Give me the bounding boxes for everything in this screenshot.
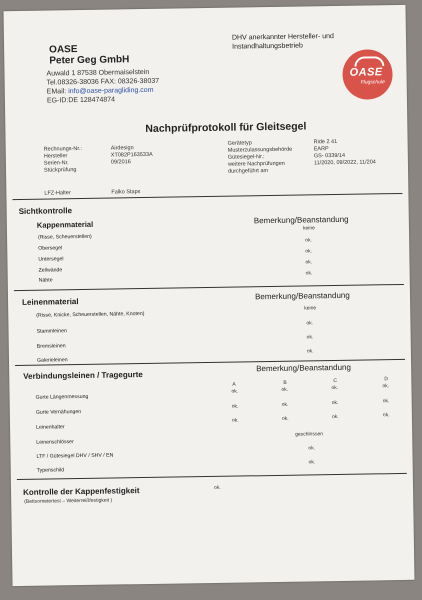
check-label: Untersegel bbox=[38, 256, 64, 263]
check-label: (Risse, Scheuerstellen) bbox=[38, 233, 92, 241]
info-label: Gütesiegel-Nr.: bbox=[227, 154, 265, 161]
company-address: Auwald 1 87538 Obermaiselstein bbox=[46, 68, 150, 78]
section-title: Leinenmaterial bbox=[22, 297, 79, 307]
check-label: Nähte bbox=[38, 277, 53, 284]
check-value: keine bbox=[304, 305, 317, 312]
cell-value: ok. bbox=[382, 383, 390, 390]
check-value: ok. bbox=[305, 259, 313, 266]
cell-value: ok. bbox=[231, 388, 239, 395]
check-value: geschlossen bbox=[295, 431, 324, 438]
cell-value: ok. bbox=[331, 399, 339, 407]
info-value: 09/2016 bbox=[110, 159, 131, 166]
cell-value: ok. bbox=[281, 401, 289, 408]
check-label: LTF / Gütesiegel DHV / SHV / EN bbox=[36, 452, 114, 460]
info-left-values bbox=[111, 145, 153, 167]
check-label: Stammleinen bbox=[36, 328, 67, 335]
protocol-sheet bbox=[4, 5, 415, 586]
check-value: ok. bbox=[305, 270, 313, 277]
info-label: Rechnungs-Nr.: bbox=[43, 145, 82, 153]
cell-value: ok. bbox=[231, 403, 239, 410]
check-value: ok. bbox=[213, 484, 221, 491]
section-title: Sichtkontrolle bbox=[18, 206, 73, 216]
info-label: Musterzulassungsbehörde bbox=[227, 146, 293, 154]
company-eg-id: EG-ID:DE 128474874 bbox=[46, 96, 116, 105]
info-right-values bbox=[314, 138, 376, 167]
document-title: Nachprüfprotokoll für Gleitsegel bbox=[145, 120, 307, 135]
lfz-holder-value: Falko Staps bbox=[111, 189, 141, 196]
check-label: Galerieleinen bbox=[36, 357, 68, 364]
info-right-labels bbox=[228, 140, 293, 176]
check-label: Typenschild bbox=[36, 467, 65, 474]
check-value: ok. bbox=[306, 348, 314, 355]
remark-header: Bemerkung/Beanstandung bbox=[254, 290, 350, 302]
column-header: C bbox=[333, 378, 338, 385]
info-value: EARP bbox=[313, 146, 329, 153]
section-title: Kontrolle der Kappenfestigkeit bbox=[22, 486, 140, 497]
check-label: Gurte Vernähungen bbox=[35, 409, 82, 416]
remark-header: Bemerkung/Beanstandung bbox=[253, 214, 349, 226]
divider bbox=[12, 193, 402, 200]
section-title: Verbindungsleinen / Tragegurte bbox=[23, 370, 143, 381]
info-value: Ride 2 41 bbox=[313, 138, 338, 146]
info-label: Hersteller bbox=[43, 153, 68, 160]
check-label: Leinenhalter bbox=[36, 424, 65, 431]
info-value: XT082P163533A bbox=[110, 151, 153, 159]
info-value: 11/2020, 09/2022, 11/204 bbox=[313, 159, 376, 167]
check-label: Bremsleinen bbox=[36, 343, 66, 350]
check-label: Leinenschlösser bbox=[36, 439, 74, 446]
section-subtitle: Kappenmaterial bbox=[36, 219, 94, 230]
cell-value: ok. bbox=[231, 417, 239, 424]
check-value: keine bbox=[302, 225, 315, 232]
check-label: Obersegel bbox=[38, 245, 63, 252]
company-email-line: EMail: info@oase-paragliding.com bbox=[46, 86, 154, 96]
check-value: ok. bbox=[305, 237, 312, 244]
info-label: durchgeführt am bbox=[228, 168, 269, 175]
column-header: B bbox=[283, 379, 287, 386]
info-value: GS- 0339/14 bbox=[313, 152, 346, 160]
check-value: ok. bbox=[308, 459, 316, 466]
check-label: (Risse, Knicke, Scheuerstellen, Nähte, Knoten) bbox=[36, 311, 145, 319]
company-name: OASE Peter Geg GmbH bbox=[49, 44, 130, 67]
cell-value: ok. bbox=[281, 415, 289, 422]
cell-value: ok. bbox=[331, 413, 339, 421]
check-label: Zellwände bbox=[38, 267, 63, 274]
info-label: Serien-Nr. bbox=[43, 160, 69, 167]
info-label: Stückprüfung bbox=[43, 167, 77, 174]
lfz-holder-label: LFZ-Halter bbox=[44, 190, 71, 197]
info-left-labels bbox=[44, 146, 83, 175]
company-phone: Tel.08326-38036 FAX: 08326-38037 bbox=[46, 77, 160, 87]
check-value: ok. bbox=[306, 334, 314, 341]
column-header: D bbox=[384, 376, 389, 383]
cell-value: ok. bbox=[331, 384, 339, 392]
remark-header: Bemerkung/Beanstandung bbox=[256, 362, 351, 374]
check-value: ok. bbox=[306, 320, 314, 327]
email-link[interactable]: info@oase-paragliding.com bbox=[68, 86, 154, 96]
paraglider-wing-icon bbox=[354, 56, 384, 66]
cell-value: ok. bbox=[382, 412, 390, 419]
info-label: Gerätetyp bbox=[227, 140, 252, 147]
oase-logo: OASE Flugschule bbox=[342, 49, 393, 100]
section-subtitle: (Bettsometertest – Weiterreißfestigkeit ) bbox=[24, 497, 113, 505]
check-label: Gurte Längenmessung bbox=[35, 393, 89, 401]
check-value: ok. bbox=[305, 248, 313, 255]
cell-value: ok. bbox=[382, 398, 390, 405]
divider bbox=[17, 473, 407, 480]
cell-value: ok. bbox=[281, 386, 289, 393]
check-value: ok. bbox=[308, 445, 316, 452]
info-label: weitere Nachprüfungen bbox=[227, 160, 285, 168]
column-header: A bbox=[232, 381, 236, 388]
info-value: Airdesign bbox=[110, 145, 134, 152]
dhv-certification: DHV anerkannter Hersteller- und Instandhaltungsbetrieb bbox=[231, 33, 334, 51]
